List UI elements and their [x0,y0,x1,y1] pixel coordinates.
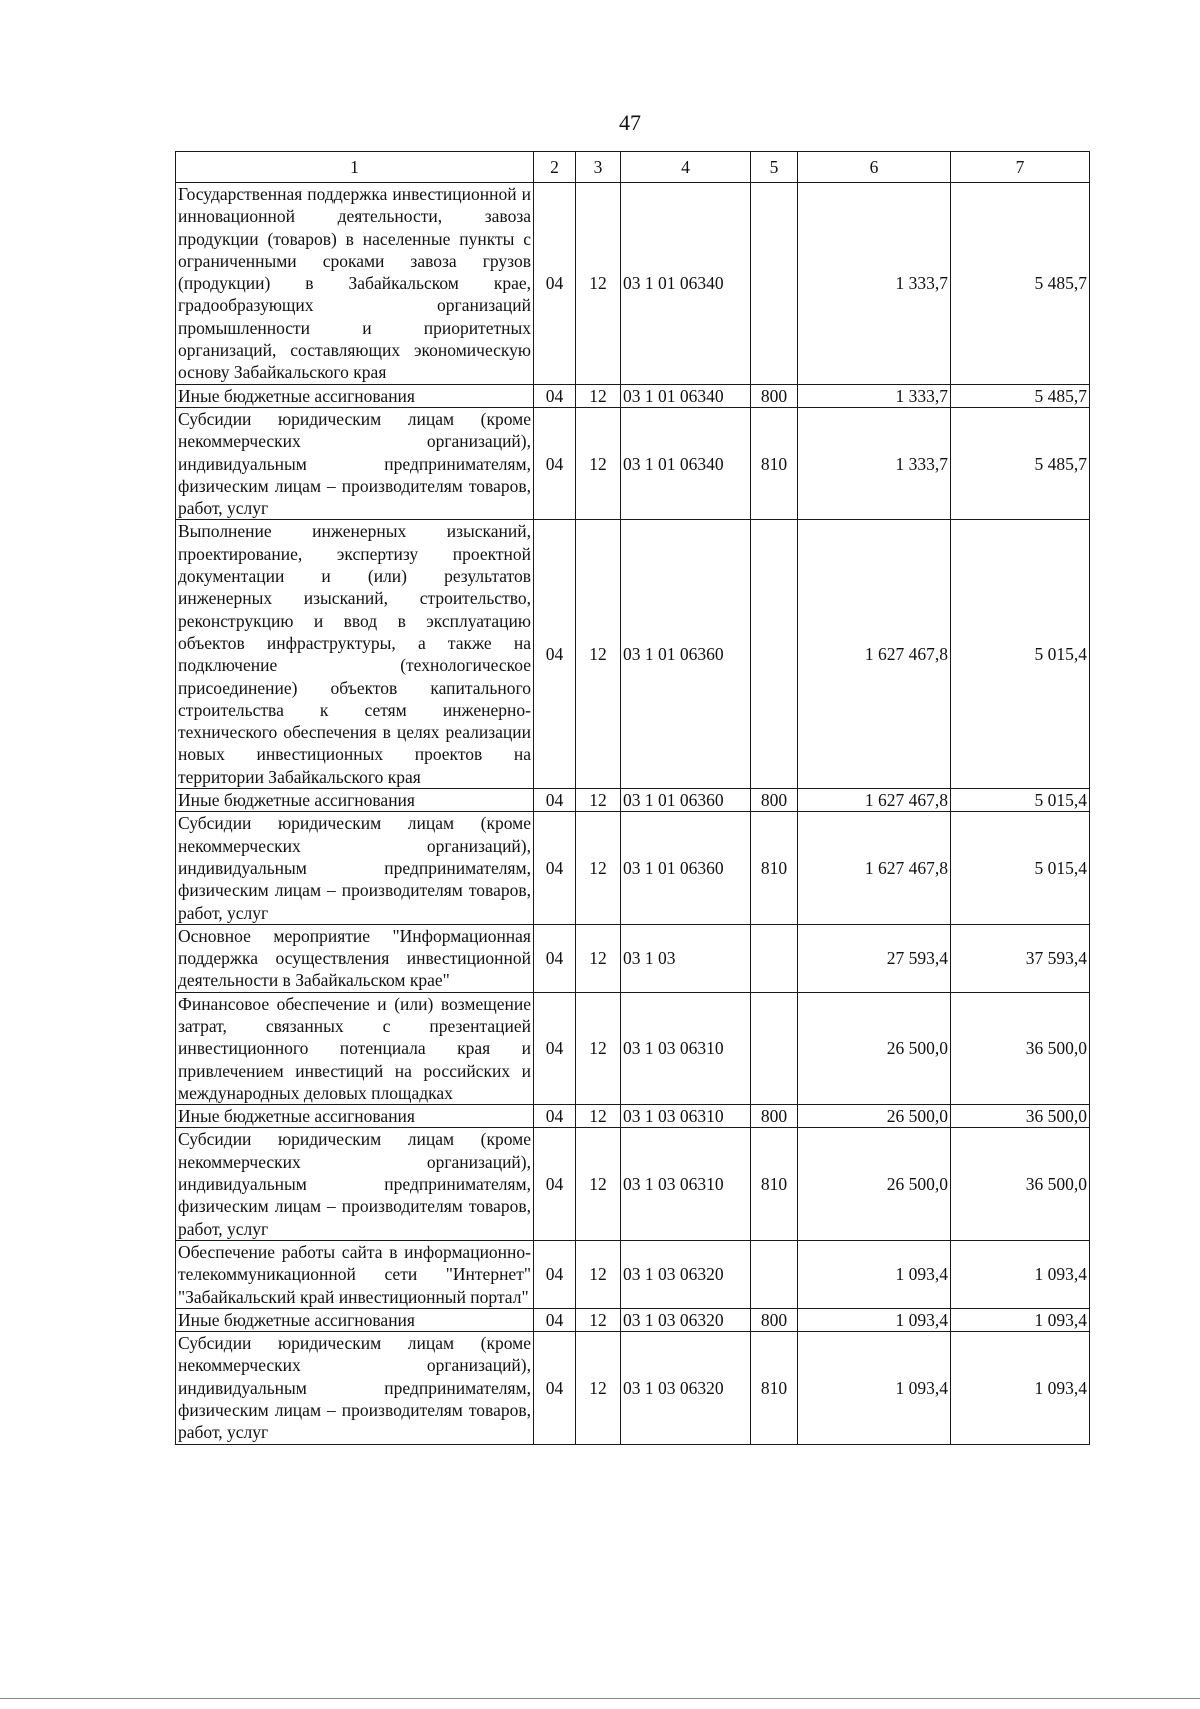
table-row [176,1105,1090,1128]
target-article-cell: 03 1 03 06310 [621,1105,751,1128]
target-article-cell: 03 1 01 06340 [621,183,751,385]
section-code-cell: 04 [534,992,576,1104]
target-article-cell: 03 1 01 06340 [621,384,751,407]
expense-type-cell: 800 [751,384,798,407]
expense-type-cell: 800 [751,1308,798,1331]
row-name-cell: Государственная поддержка инвестиционной и инновационной деятельности, завоза продукции (товаров) в населенные пункты с ограниченными сроками завоза грузов (продукции) в Забайкальском крае, градообразующих организаций промышленности и приоритетных организаций, составляющих экономическую основу Забайкальского края [176,183,534,385]
section-code-cell: 04 [534,183,576,385]
amount-col6-cell: 1 333,7 [798,183,951,385]
expense-type-cell [751,183,798,385]
amount-col6-cell: 1 093,4 [798,1332,951,1444]
row-name-cell: Иные бюджетные ассигнования [176,1308,534,1331]
section-code-cell: 04 [534,812,576,924]
amount-col6-cell: 1 093,4 [798,1240,951,1308]
target-article-cell: 03 1 03 06310 [621,992,751,1104]
expense-type-cell: 810 [751,1332,798,1444]
amount-col6-cell: 26 500,0 [798,992,951,1104]
subsection-code-cell: 12 [576,992,621,1104]
table-row [176,1240,1090,1308]
row-name-cell: Иные бюджетные ассигнования [176,1105,534,1128]
header-cell: 6 [798,152,951,183]
amount-col7-cell: 5 015,4 [951,520,1090,789]
row-name-cell: Основное мероприятие "Информационная поддержка осуществления инвестиционной деятельности в Забайкальском крае" [176,924,534,992]
amount-col7-cell: 5 485,7 [951,384,1090,407]
amount-col6-cell: 26 500,0 [798,1128,951,1240]
amount-col6-cell: 1 627 467,8 [798,789,951,812]
row-name-cell: Финансовое обеспечение и (или) возмещение затрат, связанных с презентацией инвестиционного потенциала края и привлечением инвестиций на российских и международных деловых площадках [176,992,534,1104]
subsection-code-cell: 12 [576,183,621,385]
target-article-cell: 03 1 01 06360 [621,812,751,924]
subsection-code-cell: 12 [576,1332,621,1444]
expense-type-cell [751,520,798,789]
budget-table [175,151,1090,1445]
subsection-code-cell: 12 [576,789,621,812]
header-cell: 3 [576,152,621,183]
target-article-cell: 03 1 01 06340 [621,407,751,519]
row-name-cell: Субсидии юридическим лицам (кроме некоммерческих организаций), индивидуальным предпринимателям, физическим лицам – производителям товаров, работ, услуг [176,1128,534,1240]
section-code-cell: 04 [534,384,576,407]
amount-col6-cell: 1 093,4 [798,1308,951,1331]
section-code-cell: 04 [534,789,576,812]
table-row [176,183,1090,385]
table-row [176,520,1090,789]
target-article-cell: 03 1 03 06320 [621,1308,751,1331]
amount-col6-cell: 1 333,7 [798,384,951,407]
amount-col7-cell: 5 015,4 [951,789,1090,812]
subsection-code-cell: 12 [576,812,621,924]
amount-col6-cell: 1 627 467,8 [798,812,951,924]
target-article-cell: 03 1 03 [621,924,751,992]
page-number: 47 [619,110,641,135]
target-article-cell: 03 1 01 06360 [621,789,751,812]
amount-col7-cell: 5 485,7 [951,183,1090,385]
amount-col7-cell: 37 593,4 [951,924,1090,992]
target-article-cell: 03 1 03 06320 [621,1332,751,1444]
amount-col7-cell: 1 093,4 [951,1308,1090,1331]
expense-type-cell: 810 [751,812,798,924]
amount-col6-cell: 1 627 467,8 [798,520,951,789]
section-code-cell: 04 [534,1308,576,1331]
header-cell: 4 [621,152,751,183]
header-cell: 2 [534,152,576,183]
header-cell: 1 [176,152,534,183]
row-name-cell: Обеспечение работы сайта в информационно-телекоммуникационной сети "Интернет" "Забайкальский край инвестиционный портал" [176,1240,534,1308]
section-code-cell: 04 [534,1128,576,1240]
amount-col7-cell: 36 500,0 [951,1105,1090,1128]
expense-type-cell: 810 [751,407,798,519]
table-row [176,1308,1090,1331]
expense-type-cell: 800 [751,789,798,812]
row-name-cell: Иные бюджетные ассигнования [176,789,534,812]
subsection-code-cell: 12 [576,407,621,519]
amount-col6-cell: 26 500,0 [798,1105,951,1128]
expense-type-cell: 800 [751,1105,798,1128]
expense-type-cell [751,1240,798,1308]
section-code-cell: 04 [534,924,576,992]
target-article-cell: 03 1 03 06310 [621,1128,751,1240]
table-row [176,812,1090,924]
section-code-cell: 04 [534,520,576,789]
subsection-code-cell: 12 [576,520,621,789]
row-name-cell: Субсидии юридическим лицам (кроме некоммерческих организаций), индивидуальным предпринимателям, физическим лицам – производителям товаров, работ, услуг [176,812,534,924]
section-code-cell: 04 [534,1105,576,1128]
header-cell: 7 [951,152,1090,183]
header-cell: 5 [751,152,798,183]
amount-col7-cell: 1 093,4 [951,1240,1090,1308]
row-name-cell: Субсидии юридическим лицам (кроме некоммерческих организаций), индивидуальным предпринимателям, физическим лицам – производителям товаров, работ, услуг [176,1332,534,1444]
table-row [176,789,1090,812]
section-code-cell: 04 [534,407,576,519]
amount-col7-cell: 5 015,4 [951,812,1090,924]
row-name-cell: Иные бюджетные ассигнования [176,384,534,407]
amount-col7-cell: 1 093,4 [951,1332,1090,1444]
subsection-code-cell: 12 [576,924,621,992]
table-header-row [176,152,1090,183]
table-row [176,992,1090,1104]
target-article-cell: 03 1 01 06360 [621,520,751,789]
row-name-cell: Субсидии юридическим лицам (кроме некоммерческих организаций), индивидуальным предпринимателям, физическим лицам – производителям товаров, работ, услуг [176,407,534,519]
section-code-cell: 04 [534,1332,576,1444]
subsection-code-cell: 12 [576,1105,621,1128]
table-row [176,1332,1090,1444]
section-code-cell: 04 [534,1240,576,1308]
subsection-code-cell: 12 [576,1308,621,1331]
amount-col6-cell: 27 593,4 [798,924,951,992]
amount-col7-cell: 5 485,7 [951,407,1090,519]
expense-type-cell [751,992,798,1104]
expense-type-cell [751,924,798,992]
table-row [176,1128,1090,1240]
amount-col7-cell: 36 500,0 [951,1128,1090,1240]
table-row [176,924,1090,992]
row-name-cell: Выполнение инженерных изысканий, проектирование, экспертизу проектной документации и (или) результатов инженерных изысканий, строительство, реконструкцию и ввод в эксплуатацию объектов инфраструктуры, а также на подключение (технологическое присоединение) объектов капитального строительства к сетям инженерно-технического обеспечения в целях реализации новых инвестиционных проектов на территории Забайкальского края [176,520,534,789]
expense-type-cell: 810 [751,1128,798,1240]
page-bottom-rule [0,1698,1200,1699]
amount-col7-cell: 36 500,0 [951,992,1090,1104]
table-row [176,384,1090,407]
target-article-cell: 03 1 03 06320 [621,1240,751,1308]
amount-col6-cell: 1 333,7 [798,407,951,519]
subsection-code-cell: 12 [576,1128,621,1240]
subsection-code-cell: 12 [576,384,621,407]
table-row [176,407,1090,519]
subsection-code-cell: 12 [576,1240,621,1308]
